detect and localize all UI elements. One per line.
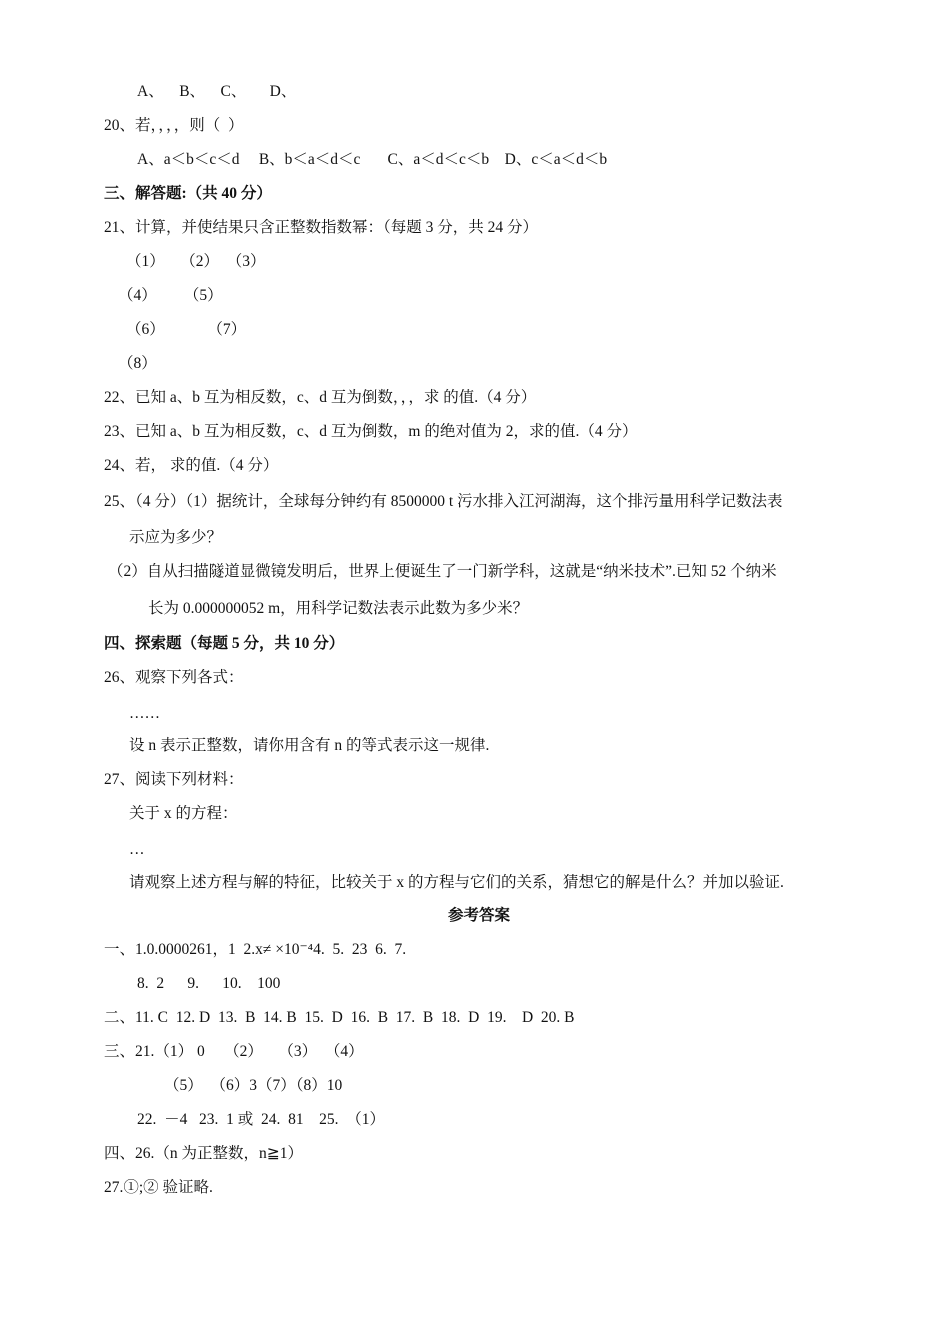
q21-items-1-3: （1） （2） （3）: [126, 253, 266, 270]
answers-section-4: 四、26.（n 为正整数，n≧1）: [104, 1145, 303, 1162]
q25-part1: 25、（4 分）（1）据统计，全球每分钟约有 8500000 t 污水排入江河湖海，这个排污量用科学记数法表: [104, 493, 783, 510]
answers-heading: 参考答案: [448, 907, 511, 924]
section-3-heading: 三、解答题:（共 40 分）: [104, 185, 272, 202]
q25-part2-cont: 长为 0.000000052 m，用科学记数法表示此数为多少米？: [148, 600, 529, 617]
answers-section-2: 二、11. C 12. D 13. B 14. B 15. D 16. B 17. B 18. D 19. D 20. B: [104, 1009, 575, 1026]
q27-ellipsis: …: [129, 841, 145, 858]
q21-item-8: （8）: [118, 355, 157, 372]
q27-task: 请观察上述方程与解的特征，比较关于 x 的方程与它们的关系，猜想它的解是什么？并加以验证.: [129, 874, 784, 891]
answers-section-1: 一、1.0.0000261，1 2.x≠ ×10⁻⁴4. 5. 23 6. 7.: [104, 941, 407, 958]
q20-stem: 20、若，，，，则（ ）: [104, 117, 244, 134]
q26-task: 设 n 表示正整数，请你用含有 n 的等式表示这一规律.: [129, 737, 490, 754]
q25-part1-cont: 示应为多少？: [129, 529, 223, 546]
answers-section-3-more: 22. －4 23. 1 或 24. 81 25. （1）: [137, 1111, 386, 1128]
answers-section-3-cont: （5） （6）3（7）（8）10: [164, 1077, 343, 1094]
q26-ellipsis: ……: [129, 705, 160, 722]
q21-items-4-5: （4） （5）: [118, 287, 223, 304]
q27-equation-intro: 关于 x 的方程：: [129, 805, 238, 822]
q22: 22、已知 a、b 互为相反数，c、d 互为倒数，，，求 的值.（4 分）: [104, 389, 537, 406]
answers-section-3: 三、21.（1） 0 （2） （3） （4）: [104, 1043, 364, 1060]
answers-section-1-cont: 8. 2 9. 10. 100: [137, 975, 281, 992]
q24: 24、若， 求的值.（4 分）: [104, 457, 279, 474]
q23: 23、已知 a、b 互为相反数，c、d 互为倒数，m 的绝对值为 2，求的值.（4 分）: [104, 423, 638, 440]
section-4-heading: 四、探索题（每题 5 分，共 10 分）: [104, 635, 345, 652]
q25-part2: （2）自从扫描隧道显微镜发明后，世界上便诞生了一门新学科，这就是“纳米技术”.已知 52 个纳米: [108, 563, 777, 580]
q21-stem: 21、计算，并使结果只含正整数指数幂：（每题 3 分，共 24 分）: [104, 219, 539, 236]
q19-options: A、 B、 C、 D、: [137, 83, 297, 100]
answers-q27: 27.①;② 验证略.: [104, 1179, 213, 1196]
q26-stem: 26、观察下列各式：: [104, 669, 244, 686]
q20-options: A、a＜b＜c＜d B、b＜a＜d＜c C、a＜d＜c＜b D、c＜a＜d＜b: [137, 151, 608, 168]
q27-stem: 27、阅读下列材料：: [104, 771, 244, 788]
q21-items-6-7: （6） （7）: [126, 321, 247, 338]
